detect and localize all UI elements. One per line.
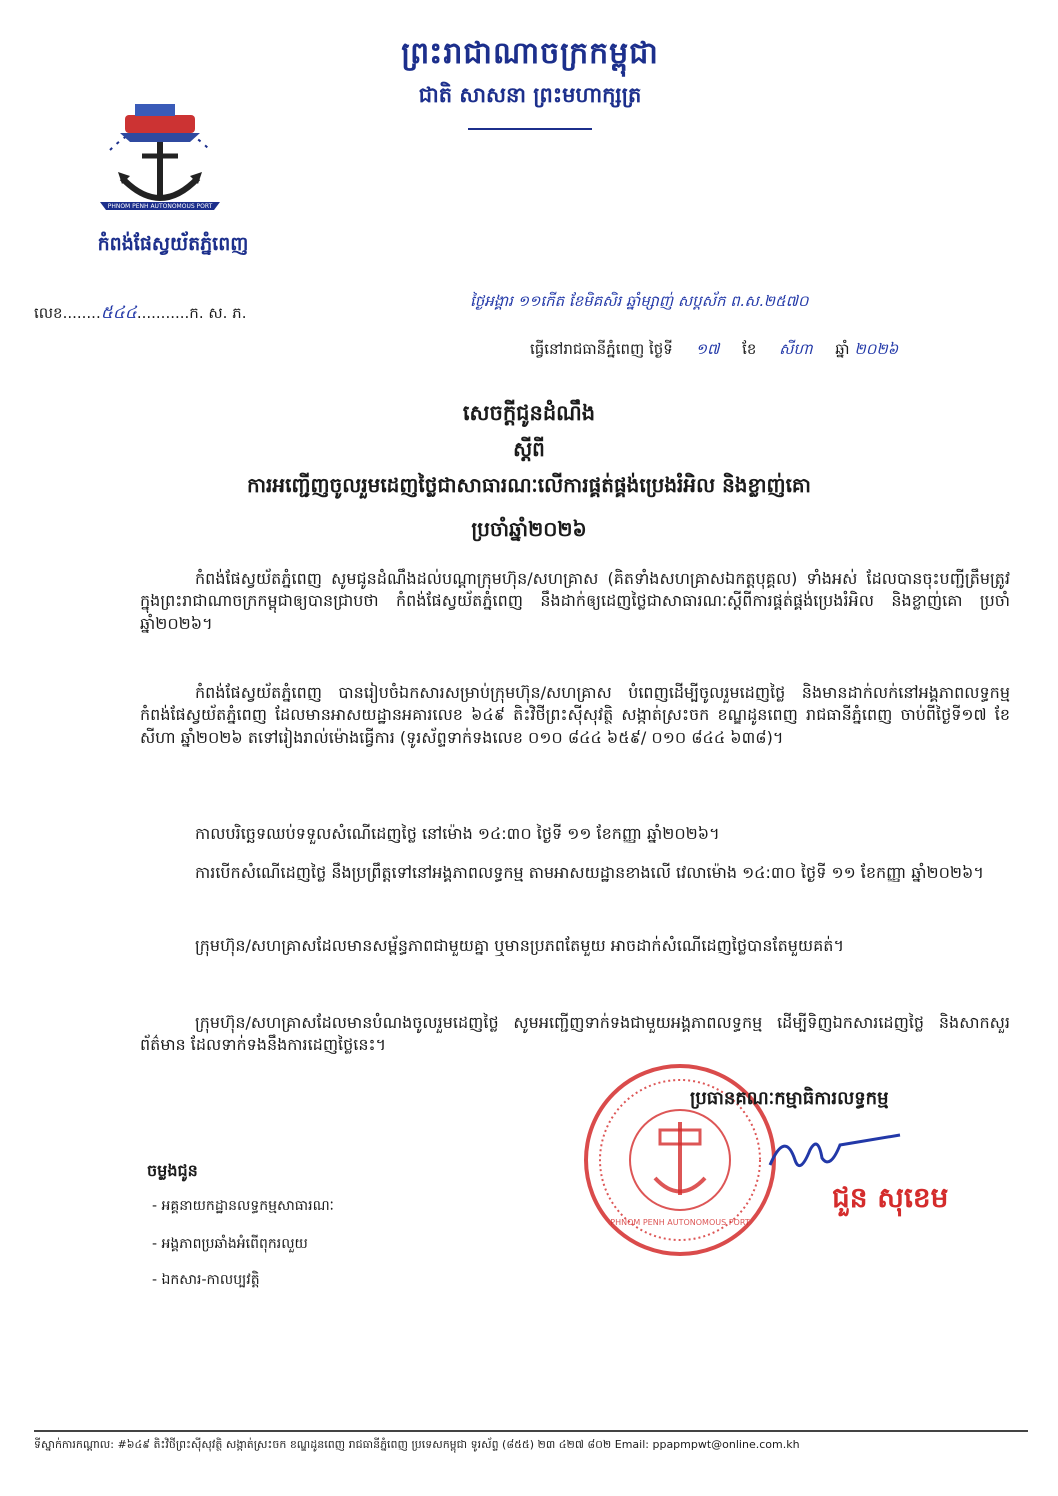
solar-year: ២០២៦ <box>854 340 899 358</box>
lunar-date: ថ្ងៃអង្គារ ១១កើត ខែមិគសិរ ឆ្នាំម្សាញ់ សប្តស័ក ព.ស.២៥៧០ <box>470 292 809 310</box>
signatory-title: ប្រធានគណៈកម្មាធិការលទ្ធកម្ម <box>690 1088 889 1109</box>
reference-number: លេខ........៥៤៤...........ក. ស. ភ. <box>34 303 247 323</box>
handwritten-signature <box>760 1120 910 1180</box>
solar-year-label: ឆ្នាំ <box>835 340 850 358</box>
motto-divider <box>468 128 592 130</box>
solar-month-label: ខែ <box>742 340 757 358</box>
seal-caption: PHNOM PENH AUTONOMOUS PORT <box>610 1218 750 1227</box>
reference-value: ៥៤៤ <box>100 303 137 323</box>
reference-suffix: ក. ស. ភ. <box>189 304 247 322</box>
cc-item: - ឯកសារ-កាលប្បវត្តិ <box>152 1272 260 1288</box>
footer-address: ទីស្នាក់ការកណ្តាល: #៦៤៩ តិះវិថីព្រះស៊ីសុវត្ថិ សង្កាត់ស្រះចក ខណ្ឌដូនពេញ រាជធានីភ្នំពេញ ប្រទេសកម្ពុជា ទូរស័ព្ទ (៨៥៥) ២៣ ៤២៧ ៨០២ Email: ppapmpwt@online.com.kh <box>34 1438 800 1451</box>
solar-date <box>530 340 898 362</box>
port-logo <box>80 60 240 220</box>
footer-divider <box>34 1430 1028 1432</box>
paragraph-contact: ក្រុមហ៊ុន/សហគ្រាសដែលមានបំណងចូលរួមដេញថ្លៃ សូមអញ្ជើញទាក់ទងជាមួយអង្គភាពលទ្ធកម្ម ដើម្បីទិញឯកសារដេញថ្លៃ និងសាកសួរព័ត៌មាន ដែលទាក់ទងនឹងការដេញថ្លៃនេះ។ <box>140 1013 1010 1055</box>
paragraph-deadline: កាលបរិច្ឆេទឈប់ទទួលសំណើដេញថ្លៃ នៅម៉ោង ១៤:៣០ ថ្ងៃទី ១១ ខែកញ្ញា ឆ្នាំ២០២៦។ <box>195 824 720 843</box>
cc-item: - អង្គភាពប្រឆាំងអំពើពុករលួយ <box>152 1236 308 1252</box>
kingdom-title: ព្រះរាជាណាចក្រកម្ពុជា <box>401 36 659 71</box>
solar-month: សីហា <box>779 340 813 358</box>
notice-subject: ការអញ្ជើញចូលរួមដេញថ្លៃជាសាធារណៈលើការផ្គត់ផ្គង់ប្រេងរំអិល និងខ្លាញ់គោ <box>247 473 811 497</box>
reference-prefix: លេខ <box>34 304 63 322</box>
paragraph-affiliation: ក្រុមហ៊ុន/សហគ្រាសដែលមានសម្ព័ន្ធភាពជាមួយគ្នា ឬមានប្រភពតែមួយ អាចដាក់សំណើដេញថ្លៃបានតែមួយគត់។ <box>195 936 844 955</box>
solar-date-prefix: ធ្វើនៅរាជធានីភ្នំពេញ ថ្ងៃទី <box>530 340 673 358</box>
notice-title: សេចក្តីជូនដំណឹង <box>462 400 596 425</box>
solar-day: ១៧ <box>695 340 720 358</box>
paragraph-opening: ការបើកសំណើដេញថ្លៃ នឹងប្រព្រឹត្តទៅនៅអង្គភាពលទ្ធកម្ម តាមអាសយដ្ឋានខាងលើ វេលាម៉ោង ១៤:៣០ ថ្ងៃទី ១១ ខែកញ្ញា ឆ្នាំ២០២៦។ <box>195 863 984 882</box>
national-motto: ជាតិ សាសនា ព្រះមហាក្សត្រ <box>418 82 642 107</box>
cc-title: ចម្លងជូន <box>147 1161 198 1180</box>
notice-year: ប្រចាំឆ្នាំ២០២៦ <box>471 517 587 541</box>
signatory-name: ជួន សុខេម <box>832 1181 949 1214</box>
org-name: កំពង់ផែស្វយ័តភ្នំពេញ <box>97 233 249 255</box>
cc-item: - អគ្គនាយកដ្ឋានលទ្ធកម្មសាធារណៈ <box>152 1198 334 1214</box>
paragraph-announcement: កំពង់ផែស្វយ័តភ្នំពេញ សូមជូនដំណឹងដល់បណ្តាក្រុមហ៊ុន/សហគ្រាស (គិតទាំងសហគ្រាសឯកត្តបុគ្គល) ទាំងអស់ ដែលបានចុះបញ្ជីត្រឹមត្រូវក្នុងព្រះរាជាណាចក្រកម្ពុជាឲ្យបានជ្រាបថា កំពង់ផែស្វយ័តភ្នំពេញ នឹងដាក់ឲ្យដេញថ្លៃជាសាធារណៈស្តីពីការផ្គត់ផ្គង់ប្រេងរំអិល និងខ្លាញ់គោ ប្រចាំឆ្នាំ២០២៦។ <box>140 569 1010 633</box>
notice-subject-label: ស្តីពី <box>513 437 545 461</box>
paragraph-documents: កំពង់ផែស្វយ័តភ្នំពេញ បានរៀបចំឯកសារសម្រាប់ក្រុមហ៊ុន/សហគ្រាស បំពេញដើម្បីចូលរួមដេញថ្លៃ និងមានដាក់លក់នៅអង្គភាពលទ្ធកម្មកំពង់ផែស្វយ័តភ្នំពេញ ដែលមានអាសយដ្ឋានអគារលេខ ៦៤៩ តិះវិថីព្រះស៊ីសុវត្ថិ សង្កាត់ស្រះចក ខណ្ឌដូនពេញ រាជធានីភ្នំពេញ ចាប់ពីថ្ងៃទី១៧ ខែសីហា ឆ្នាំ២០២៦ តទៅរៀងរាល់ម៉ោងធ្វើការ (ទូរស័ព្ទទាក់ទងលេខ ០១០ ៨៤៤ ៦៥៩/ ០១០ ៨៤៤ ៦៣៨)។ <box>140 683 1010 747</box>
logo-caption: PHNOM PENH AUTONOMOUS PORT <box>107 203 213 210</box>
